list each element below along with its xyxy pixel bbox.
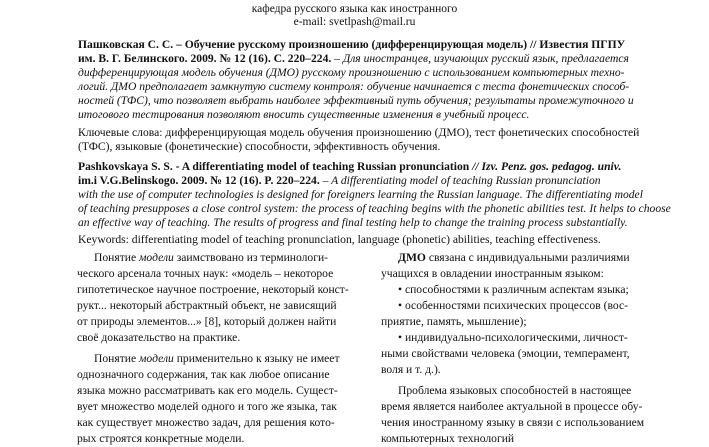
en-abstract-start: – A differentiating model of teaching Russian pronunciation (319, 174, 601, 187)
email-line: e-mail: svetlpash@mail.ru (293, 16, 416, 28)
en-abstract-line-3: with the use of computer technologies is designed for foreigners learning the Russian language. The differentiating model (78, 188, 643, 201)
body-paragraph-line: гипотетическое научное построение, некоторый конст- (77, 283, 349, 296)
ru-citation-source: им. В. Г. Белинского. 2009. № 12 (16). С. 220–224. (78, 52, 332, 65)
body-paragraph-line: чения иностранному языку в связи с использованием (381, 416, 645, 429)
body-paragraph-line: Проблема языковых способностей в настоящее (398, 384, 632, 397)
body-paragraph-line: рукт... некоторый абстрактный объект, не зависящий (77, 299, 337, 312)
acronym-term: ДМО (398, 251, 426, 264)
ru-abstract-line-5: ностей (ТФС), что позволяет выбрать наиболее эффективный путь обучения; результаты промежуточного и (78, 94, 634, 107)
body-paragraph-line: рых строятся конкретные модели. (77, 432, 245, 445)
en-citation-title: Pashkovskaya S. S. - A differentiating model of teaching Russian pronunciation (78, 160, 470, 173)
ru-abstract-line-6: итогового тестирования позволяют вносить существенные изменения в учебный процесс. (78, 108, 530, 121)
en-citation-journal: // Izv. Penz. gos. pedagog. univ. (469, 160, 622, 173)
ru-keywords-line-1: Ключевые слова: дифференцирующая модель обучения произношению (ДМО), тест фонетических способностей (78, 126, 640, 139)
ru-citation-line-2 (78, 52, 629, 65)
body-paragraph-line: воля и т. д.). (381, 363, 441, 376)
body-paragraph-line: от природы элементов...» [8], который должен найти (77, 315, 337, 328)
body-paragraph-line: компьютерных технологий (381, 432, 515, 445)
ru-abstract-line-4: логий. ДМО предполагает замкнутую систему контроля: обучение начинается с теста фонетических способ- (78, 80, 630, 93)
bullet-item: • особенностями психических процессов (вос- (398, 299, 628, 312)
emphasis-term: модели (139, 251, 174, 264)
bullet-item: • индивидуально-психологическими, личност- (398, 331, 628, 344)
body-paragraph-line: однозначного содержания, так как любое описание (77, 368, 330, 381)
emphasis-term: модели (139, 352, 174, 365)
ru-keywords-line-2: (ТФС), языковые (фонетические) способности, эффективность обучения. (78, 140, 441, 153)
en-abstract-line-4: of teaching presupposes a close control system: the process of teaching begins with the phonetic abilities test. It helps to choose (78, 202, 671, 215)
body-paragraph-line: своё доказательство на практике. (77, 331, 241, 344)
en-keywords-line: Keywords: differentiating model of teaching pronunciation, language (phonetic) abilities, teaching effectiveness. (78, 233, 601, 246)
bullet-item: • способностями к различным аспектам языка; (398, 283, 629, 296)
body-paragraph-line: вует множество моделей одного и того же языка, так (77, 400, 337, 413)
en-citation-source: im.i V.G.Belinskogo. 2009. № 12 (16). P. 220–224. (78, 174, 320, 187)
ru-abstract-start: – Для иностранцев, изучающих русский язык, предлагается (331, 52, 629, 65)
body-paragraph-line: ческого арсенала точных наук: «модель – некоторое (77, 267, 334, 280)
en-citation-line-1 (78, 160, 621, 173)
body-paragraph-line: время является наиболее актуальной в процессе обу- (381, 400, 643, 413)
body-paragraph-line: приятие, память, мышление); (381, 315, 527, 328)
department-line: кафедра русского языка как иностранного (251, 3, 458, 15)
ru-citation-line-1: Пашковская С. С. – Обучение русскому произношению (дифференцирующая модель) // Известия ПГПУ (78, 38, 626, 51)
en-citation-line-2 (78, 174, 601, 187)
body-paragraph-line (94, 250, 353, 266)
body-paragraph-line: ДМО связана с индивидуальными различиями (398, 251, 630, 264)
en-abstract-line-5: an effective way of teaching. The results of progress and final testing help to change the training process substantially. (78, 216, 628, 229)
body-paragraph-line: ными свойствами человека (эмоции, темперамент, (381, 347, 630, 360)
body-paragraph-line: учащихся в овладении иностранным языком: (381, 267, 604, 280)
body-paragraph-line: как существует множество задач, для решения кото- (77, 416, 335, 429)
body-paragraph-line: языка можно рассматривать как его модель. Сущест- (77, 384, 338, 397)
body-paragraph-line: Понятие модели применительно к языку не имеет (94, 352, 340, 365)
ru-abstract-line-3: дифференцирующая модель обучения (ДМО) русскому произношению с использованием компьютерных техно- (78, 66, 625, 79)
body-text: Понятие модели заимствовано из терминологи- (94, 251, 329, 264)
